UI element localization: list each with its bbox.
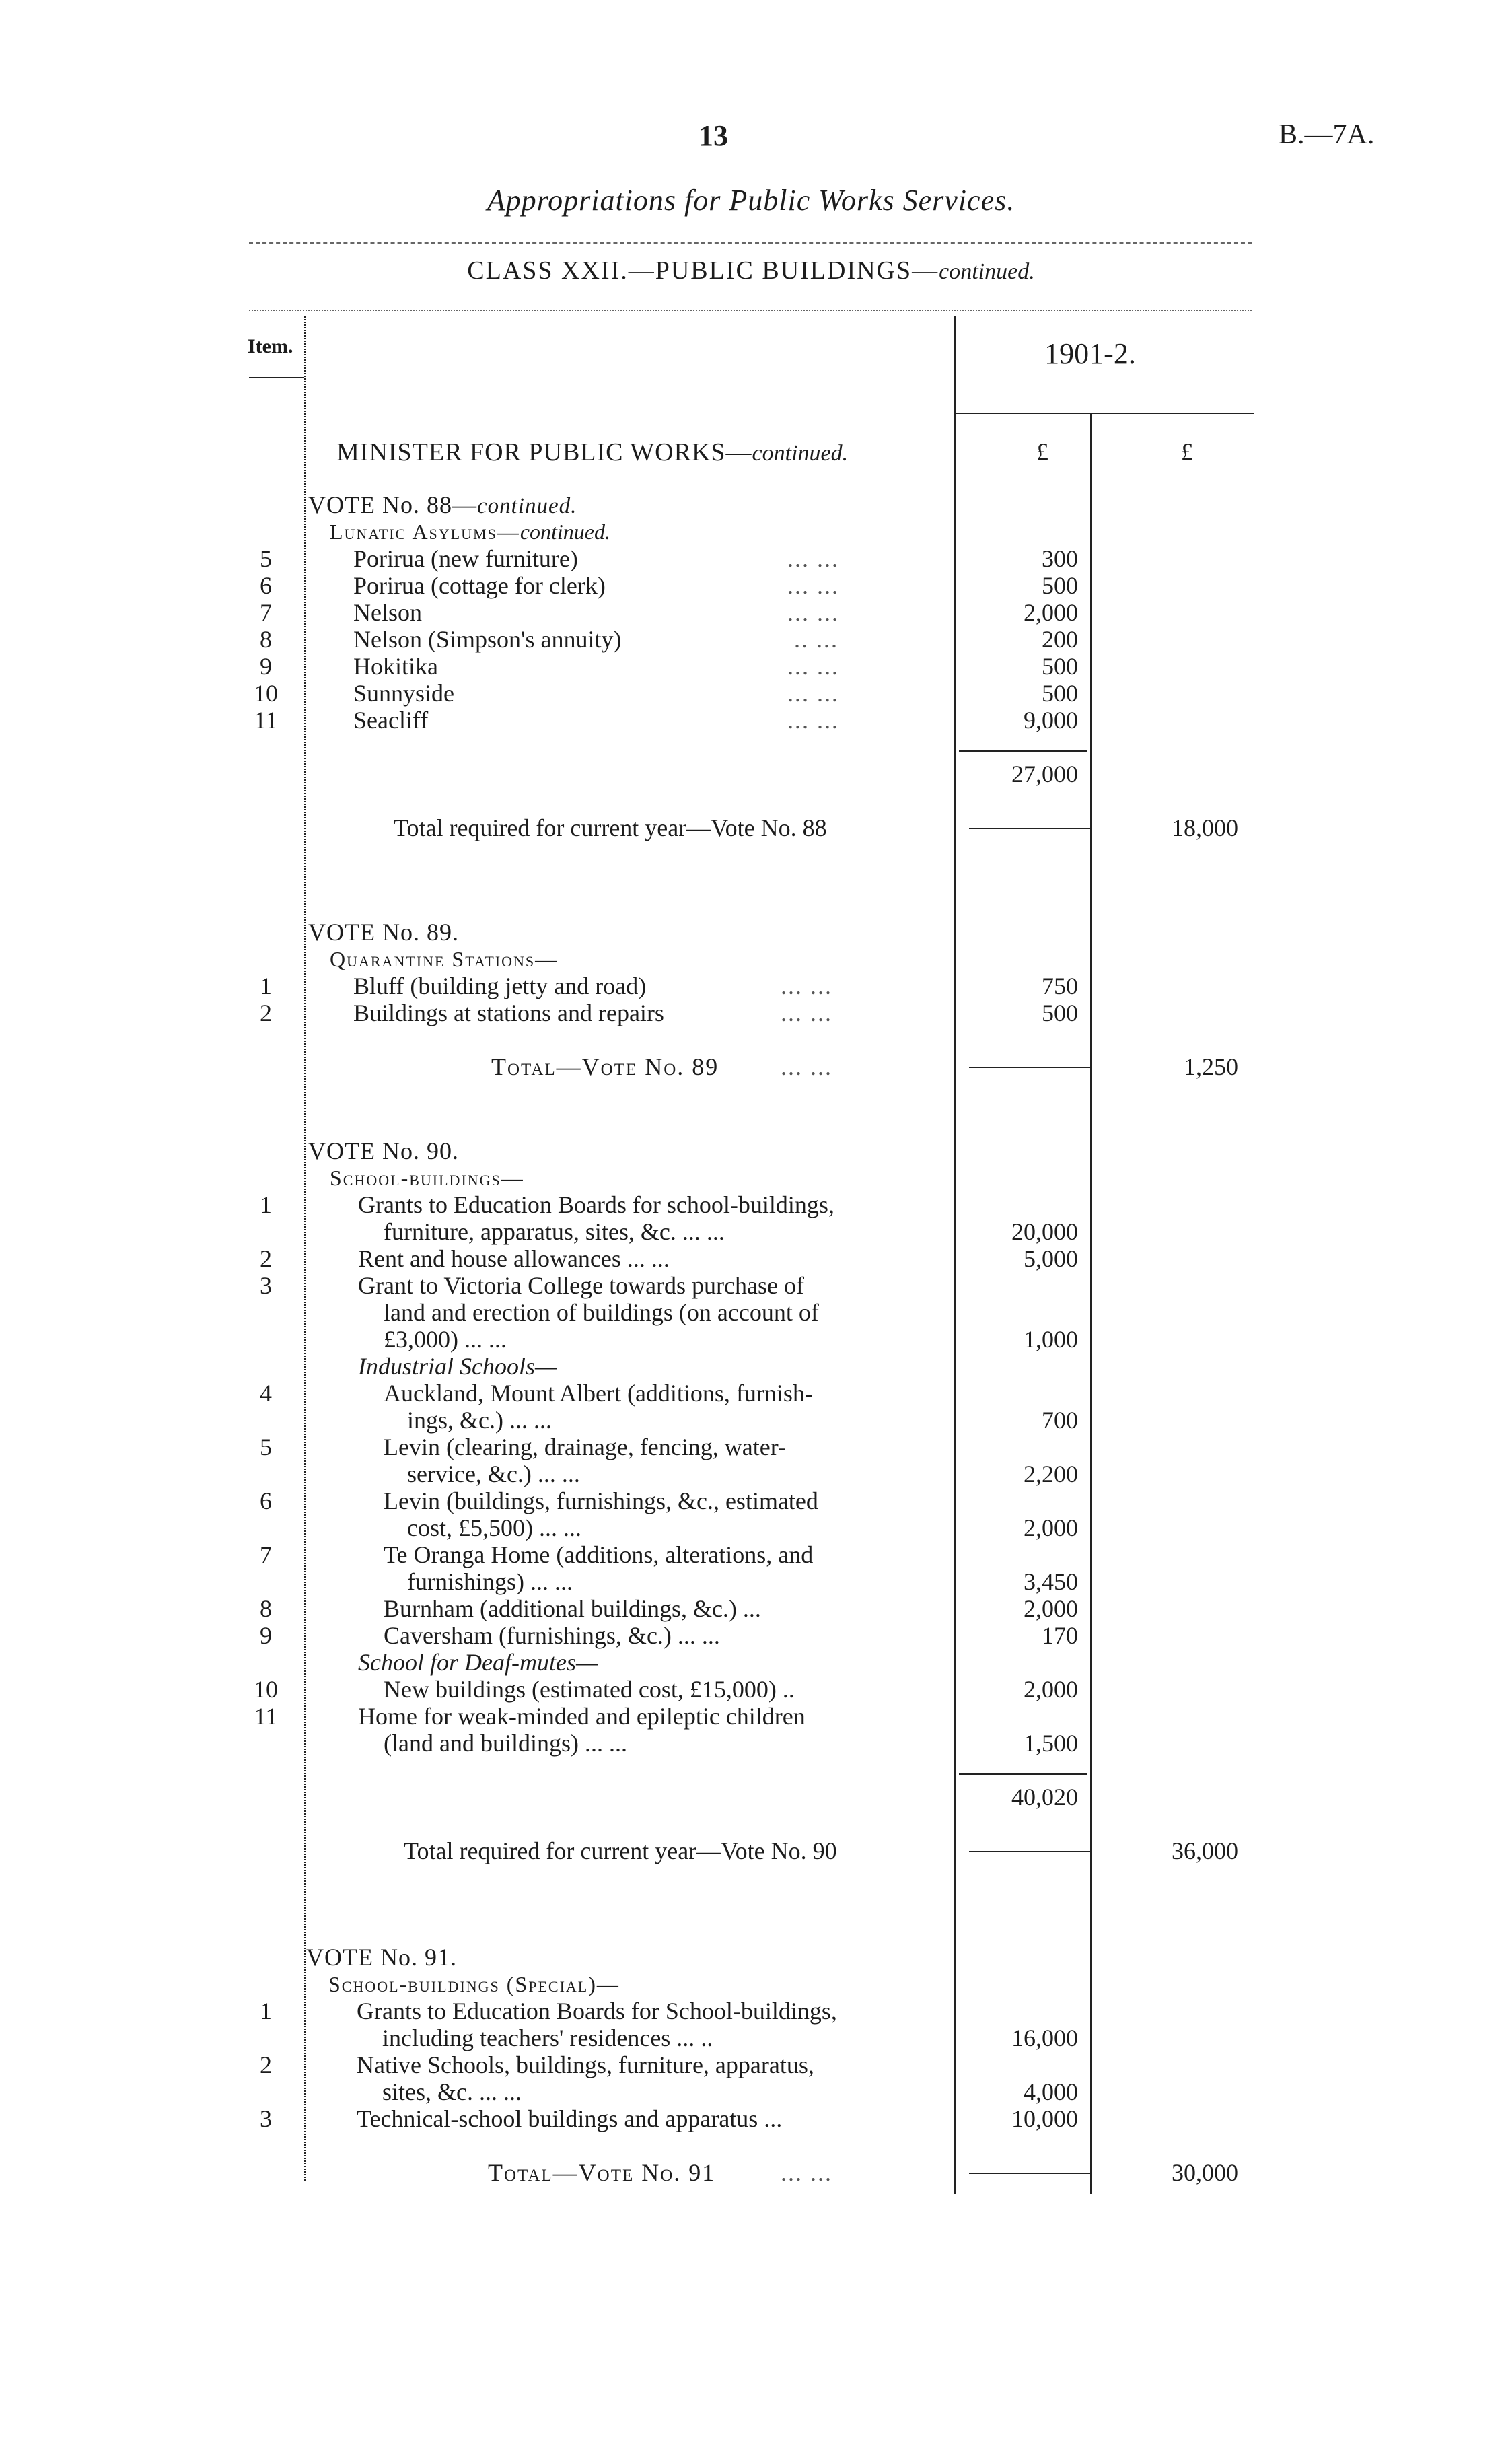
item-description: Porirua (new furniture) [353, 545, 578, 572]
item-description: Rent and house allowances ... ... [358, 1245, 670, 1272]
table-row [0, 1191, 1502, 1218]
item-number: 10 [254, 680, 278, 707]
table-row-cont [0, 1299, 1502, 1326]
table-row [0, 999, 1502, 1026]
vote-89-total-label: Total—Vote No. 89 [491, 1053, 719, 1080]
class-heading-text: CLASS XXII.—PUBLIC BUILDINGS— [467, 256, 939, 285]
total-dash [969, 2173, 1090, 2174]
table-row-cont [0, 2078, 1502, 2105]
item-number: 5 [260, 1434, 272, 1460]
quarantine-stations-label: Quarantine Stations— [330, 947, 559, 971]
item-description: Nelson [353, 599, 422, 626]
total-row [0, 1053, 1502, 1080]
vote-88-subheading [0, 518, 1502, 545]
table-row-cont [0, 1407, 1502, 1434]
table-row [0, 680, 1502, 707]
item-description: Grants to Education Boards for school-buildings, [358, 1191, 834, 1218]
item-number: 6 [260, 572, 272, 599]
table-row [0, 973, 1502, 999]
item-number: 9 [260, 1622, 272, 1649]
table-row [0, 653, 1502, 680]
table-row [0, 1622, 1502, 1649]
item-column-header: Item. [248, 335, 293, 357]
vote-91-total: 30,000 [1172, 2159, 1238, 2186]
leader-dots: ... ... [781, 1053, 832, 1080]
item-description: Bluff (building jetty and road) [353, 973, 647, 999]
leader-dots: ... ... [781, 2159, 832, 2186]
item-number: 4 [260, 1380, 272, 1407]
industrial-schools-label: Industrial Schools— [358, 1353, 557, 1380]
item-amount: 500 [1042, 572, 1078, 599]
total-dash [969, 1851, 1090, 1852]
class-heading-continued: continued. [939, 259, 1035, 284]
item-description: Te Oranga Home (additions, alterations, and [384, 1541, 814, 1568]
table-row-cont [0, 2025, 1502, 2051]
vote-90-heading [0, 1137, 1502, 1164]
item-description: Buildings at stations and repairs [353, 999, 664, 1026]
item-description-cont: land and erection of buildings (on account of [384, 1299, 819, 1326]
item-description: Porirua (cottage for clerk) [353, 572, 606, 599]
total-row [0, 1837, 1502, 1864]
item-description: Home for weak-minded and epileptic children [358, 1703, 806, 1730]
table-row [0, 1703, 1502, 1730]
item-description: Grant to Victoria College towards purchase of [358, 1272, 804, 1299]
item-description: Burnham (additional buildings, &c.) ... [384, 1595, 761, 1622]
vote-89-total: 1,250 [1184, 1053, 1238, 1080]
vote-90-total: 36,000 [1172, 1837, 1238, 1864]
item-number: 2 [260, 2051, 272, 2078]
divider [249, 310, 1252, 311]
subtotal-row [0, 761, 1502, 787]
item-number: 11 [254, 1703, 278, 1730]
table-row [0, 2105, 1502, 2132]
item-amount: 10,000 [1011, 2105, 1078, 2132]
vote-91-heading [0, 1944, 1502, 1971]
table-row [0, 1434, 1502, 1460]
lunatic-asylums-continued: continued. [520, 520, 610, 544]
vote-90-total-label: Total required for current year—Vote No. 90 [404, 1837, 837, 1864]
item-description: Nelson (Simpson's annuity) [353, 626, 622, 653]
vote-89-heading-text: VOTE No. 89. [308, 919, 459, 946]
item-amount: 700 [1042, 1407, 1078, 1434]
vote-90-heading-text: VOTE No. 90. [308, 1137, 459, 1164]
page-title: Appropriations for Public Works Services. [487, 184, 1015, 217]
leader-dots: ... ... [781, 999, 832, 1026]
vote-91-total-label: Total—Vote No. 91 [488, 2159, 716, 2186]
item-number: 2 [260, 1245, 272, 1272]
item-description-cont: cost, £5,500) ... ... [407, 1514, 581, 1541]
minister-continued: continued. [752, 441, 849, 466]
item-number: 3 [260, 1272, 272, 1299]
table-row-cont [0, 1218, 1502, 1245]
vote-91-subheading [0, 1971, 1502, 1998]
item-amount: 3,450 [1024, 1568, 1078, 1595]
table-row [0, 626, 1502, 653]
item-description-cont: sites, &c. ... ... [382, 2078, 522, 2105]
leader-dots: ... ... [787, 599, 839, 626]
item-description-cont: furniture, apparatus, sites, &c. ... ... [384, 1218, 725, 1245]
subtotal-rule [959, 1773, 1087, 1775]
item-number: 11 [254, 707, 278, 734]
item-number: 2 [260, 999, 272, 1026]
minister-label: MINISTER FOR PUBLIC WORKS— [336, 438, 752, 466]
item-description: Caversham (furnishings, &c.) ... ... [384, 1622, 720, 1649]
school-buildings-label: School-buildings— [330, 1166, 524, 1190]
item-amount: 200 [1042, 626, 1078, 653]
vote-88-subtotal: 27,000 [1011, 761, 1078, 787]
table-row-cont [0, 1730, 1502, 1757]
table-row-cont [0, 1568, 1502, 1595]
item-number: 8 [260, 1595, 272, 1622]
vote-88-heading [0, 491, 1502, 518]
table-row [0, 1676, 1502, 1703]
item-amount: 2,200 [1024, 1460, 1078, 1487]
table-row [0, 545, 1502, 572]
item-description: Hokitika [353, 653, 438, 680]
item-amount: 5,000 [1024, 1245, 1078, 1272]
item-header-rule [249, 377, 304, 378]
table-row [0, 2051, 1502, 2078]
item-number: 5 [260, 545, 272, 572]
item-description-cont: £3,000) ... ... [384, 1326, 507, 1353]
item-amount: 2,000 [1024, 1676, 1078, 1703]
table-row [0, 1487, 1502, 1514]
table-row [0, 1245, 1502, 1272]
table-row-cont [0, 1326, 1502, 1353]
table-row [0, 1272, 1502, 1299]
item-description: Levin (clearing, drainage, fencing, water- [384, 1434, 786, 1460]
table-row [0, 572, 1502, 599]
pound-unit-col1: £ [1036, 438, 1048, 465]
item-number: 7 [260, 1541, 272, 1568]
leader-dots: ... ... [787, 653, 839, 680]
table-row-cont [0, 1460, 1502, 1487]
leader-dots: ... ... [787, 680, 839, 707]
item-amount: 9,000 [1024, 707, 1078, 734]
divider [249, 242, 1252, 244]
item-number: 3 [260, 2105, 272, 2132]
minister-heading [336, 437, 848, 467]
leader-dots: .. ... [794, 626, 838, 653]
item-number: 10 [254, 1676, 278, 1703]
item-number: 1 [260, 1998, 272, 2025]
leader-dots: ... ... [787, 572, 839, 599]
item-description-cont: including teachers' residences ... .. [382, 2025, 713, 2051]
subtotal-row [0, 1784, 1502, 1810]
item-amount: 2,000 [1024, 599, 1078, 626]
item-description: Sunnyside [353, 680, 455, 707]
item-amount: 2,000 [1024, 1514, 1078, 1541]
item-amount: 750 [1042, 973, 1078, 999]
table-row [0, 1595, 1502, 1622]
leader-dots: ... ... [787, 545, 839, 572]
item-description: Technical-school buildings and apparatus ... [357, 2105, 783, 2132]
vote-88-total-label: Total required for current year—Vote No. 88 [394, 814, 827, 841]
subtotal-rule [959, 750, 1087, 752]
total-row [0, 2159, 1502, 2186]
item-number: 9 [260, 653, 272, 680]
year-column-header: 1901-2. [1044, 337, 1136, 370]
leader-dots: ... ... [781, 973, 832, 999]
item-number: 1 [260, 973, 272, 999]
vote-89-heading [0, 919, 1502, 946]
total-row [0, 814, 1502, 841]
class-heading [0, 256, 1502, 285]
item-description-cont: (land and buildings) ... ... [384, 1730, 627, 1757]
vote-91-heading-text: VOTE No. 91. [306, 1944, 457, 1971]
item-amount: 20,000 [1011, 1218, 1078, 1245]
year-header-rule [954, 413, 1254, 414]
item-number: 8 [260, 626, 272, 653]
table-row-cont [0, 1514, 1502, 1541]
item-number: 1 [260, 1191, 272, 1218]
item-description-cont: ings, &c.) ... ... [407, 1407, 552, 1434]
deaf-mutes-heading [0, 1649, 1502, 1676]
vote-89-subheading [0, 946, 1502, 973]
lunatic-asylums-label: Lunatic Asylums— [330, 520, 520, 544]
item-amount: 1,000 [1024, 1326, 1078, 1353]
table-row [0, 707, 1502, 734]
page-number: 13 [699, 119, 728, 152]
item-amount: 2,000 [1024, 1595, 1078, 1622]
table-row [0, 1998, 1502, 2025]
item-number: 6 [260, 1487, 272, 1514]
table-row [0, 1380, 1502, 1407]
item-description: Seacliff [353, 707, 429, 734]
leader-dots: ... ... [787, 707, 839, 734]
item-amount: 500 [1042, 653, 1078, 680]
item-amount: 500 [1042, 680, 1078, 707]
deaf-mutes-label: School for Deaf-mutes— [358, 1649, 598, 1676]
vote-88-total: 18,000 [1172, 814, 1238, 841]
item-amount: 1,500 [1024, 1730, 1078, 1757]
vote-90-subtotal: 40,020 [1011, 1784, 1078, 1810]
item-description: Native Schools, buildings, furniture, apparatus, [357, 2051, 814, 2078]
document-reference: B.—7A. [1279, 119, 1375, 150]
industrial-schools-heading [0, 1353, 1502, 1380]
table-row [0, 599, 1502, 626]
item-description: Grants to Education Boards for School-buildings, [357, 1998, 837, 2025]
item-amount: 16,000 [1011, 2025, 1078, 2051]
item-amount: 170 [1042, 1622, 1078, 1649]
item-amount: 500 [1042, 999, 1078, 1026]
pound-unit-col2: £ [1181, 438, 1193, 465]
item-description: Auckland, Mount Albert (additions, furnish- [384, 1380, 813, 1407]
item-amount: 4,000 [1024, 2078, 1078, 2105]
item-description-cont: furnishings) ... ... [407, 1568, 573, 1595]
total-dash [969, 1067, 1090, 1068]
vote-88-heading-text: VOTE No. 88— [308, 491, 477, 518]
item-amount: 300 [1042, 545, 1078, 572]
item-description: Levin (buildings, furnishings, &c., estimated [384, 1487, 818, 1514]
item-number: 7 [260, 599, 272, 626]
vote-88-heading-continued: continued. [476, 494, 577, 518]
item-description: New buildings (estimated cost, £15,000) .. [384, 1676, 795, 1703]
item-description-cont: service, &c.) ... ... [407, 1460, 580, 1487]
vote-90-subheading [0, 1164, 1502, 1191]
table-row [0, 1541, 1502, 1568]
total-dash [969, 828, 1090, 829]
school-buildings-special-label: School-buildings (Special)— [328, 1972, 620, 1996]
